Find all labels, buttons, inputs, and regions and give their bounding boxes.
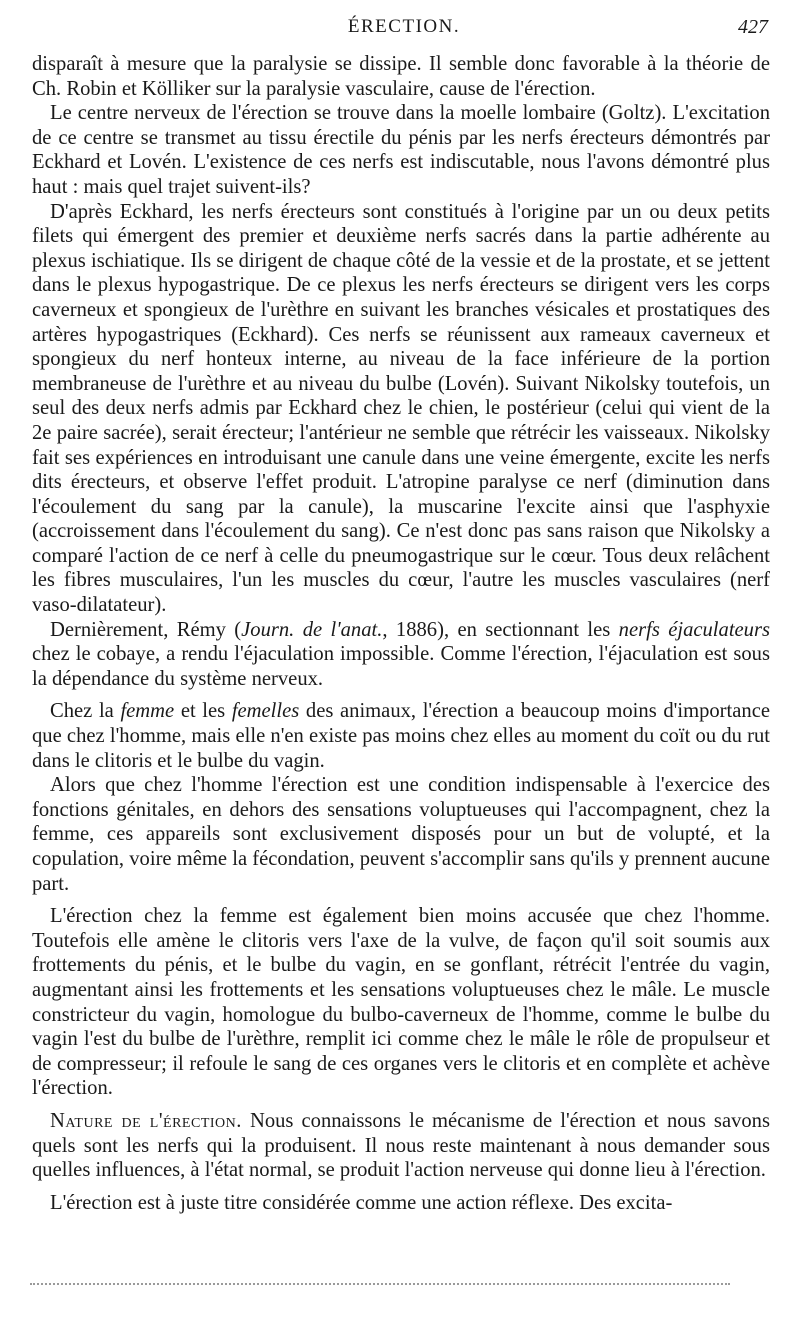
paragraph-reflex: L'érection est à juste titre considérée comme une action réflexe. Des excita- bbox=[50, 1191, 673, 1214]
text-run: chez le cobaye, a rendu l'éjaculation impossible. Comme l'érection, l'éjaculation est sous la dépendance du système nerveux. bbox=[32, 643, 770, 690]
emphasis-nerfs-ejaculateurs: nerfs éjaculateurs bbox=[618, 618, 771, 641]
text-run: Dernièrement, Rémy ( bbox=[50, 618, 242, 641]
page-number: 427 bbox=[738, 16, 768, 38]
paragraph-female-erection: L'érection chez la femme est également bien moins accusée que chez l'homme. Toutefois elle amène le clitoris vers l'axe de la vulve, de façon qu'il soit soumis aux frottements du pénis, et le bulbe du vagin, en se gonflant, rétrécit l'entrée du vagin, augmentant ainsi les frottements et les sensations voluptueuses chez le mâle. Le muscle constricteur du vagin, homologue du bulbo-caverneux de l'homme, comme le bulbe du vagin l'est du bulbe de l'urèthre, remplit ici comme chez le mâle le rôle de propulseur et de compresseur; il refoule le sang de ces organes vers le clitoris et en complète et achève l'érection. bbox=[32, 905, 770, 1100]
paragraph-nerve-center: Le centre nerveux de l'érection se trouve dans la moelle lombaire (Goltz). L'excitation de ce centre se transmet au tissu érectile du pénis par les nerfs érecteurs démontrés par Eckhard et Lovén. L'existence de ces nerfs est indiscutable, nous l'avons démontré plus haut : mais quel trajet suivent-ils? bbox=[32, 102, 770, 198]
paragraph-continuation: disparaît à mesure que la paralysie se dissipe. Il semble donc favorable à la théorie de Ch. Robin et Kölliker sur la paralysie vasculaire, cause de l'érection. bbox=[32, 53, 770, 100]
page-header bbox=[32, 16, 776, 46]
text-run: Nous connaissons le mécanisme de l'érection et nous savons quels sont les nerfs qui la produisent. Il nous reste maintenant à nous demander sous quelles influences, à l'état normal, se produit l'action nerveuse qui donne lieu à l'érection. bbox=[32, 1109, 770, 1182]
emphasis-femelles: femelles bbox=[231, 700, 300, 723]
body-text bbox=[32, 52, 770, 1215]
emphasis-femme: femme bbox=[120, 700, 175, 723]
text-run: et les bbox=[174, 700, 232, 723]
paragraph-remy bbox=[32, 618, 770, 692]
paragraph-eckhard: D'après Eckhard, les nerfs érecteurs sont constitués à l'origine par un ou deux petits filets qui émergent des premier et deuxième nerfs sacrés dans la partie adhérente au plexus ischiatique. Ils se dirigent de chaque côté de la vessie et de la prostate, et se jettent dans le plexus hypogastrique. De ce plexus les nerfs érecteurs se dirigent vers les corps caverneux et spongieux de l'urèthre en suivant les branches vésicales et prostatiques des artères hypogastriques (Eckhard). Ces nerfs se réunissent aux rameaux caverneux et spongieux du nerf honteux interne, au niveau de la face inférieure de la portion membraneuse de l'urèthre et au niveau du bulbe (Lovén). Suivant Nikolsky toutefois, un seul des deux nerfs admis par Eckhard chez le chien, le postérieur (celui qui vient de la 2e paire sacrée), serait érecteur; l'antérieur ne semble que rétrécir les vaisseaux. Nikolsky fait ses expériences en introduisant une canule dans une veine émergente, excite les nerfs dits érecteurs, et observe l'effet produit. L'atropine paralyse ce nerf (diminution dans l'écoulement du sang par la canule), la muscarine l'excite ainsi que l'asphyxie (accroissement dans l'écoulement du sang). Ce n'est donc pas sans raison que Nikolsky a comparé l'action de ce nerf à celle du pneumogastrique sur le cœur. Tous deux relâchent les fibres musculaires, l'un les muscles du cœur, l'autre les muscles vasculaires (nerf vaso-dilatateur). bbox=[32, 200, 770, 617]
footer-rule bbox=[30, 1283, 730, 1287]
section-heading: Nature de l'érection. bbox=[50, 1109, 242, 1132]
running-title: ÉRECTION. bbox=[347, 16, 461, 37]
paragraph-female bbox=[32, 699, 770, 773]
text-run: Chez la bbox=[50, 700, 121, 723]
paragraph-nature bbox=[32, 1109, 770, 1183]
text-run: , 1886), en sectionnant les bbox=[382, 618, 619, 641]
paragraph-genital-functions: Alors que chez l'homme l'érection est une condition indispensable à l'exercice des fonctions génitales, en dehors des sensations voluptueuses qui l'accompagnent, chez la femme, ces appareils sont exclusivement disposés pour un but de volupté, et la copulation, voire même la fécondation, peuvent s'accomplir sans qu'ils y prennent aucune part. bbox=[32, 774, 770, 895]
text-run: des animaux, l'érection a beaucoup moins d'importance que chez l'homme, mais elle n'en existe pas moins chez elles au moment du coït ou du rut dans le clitoris et le bulbe du vagin. bbox=[32, 700, 770, 772]
journal-citation: Journ. de l'anat. bbox=[241, 618, 383, 641]
